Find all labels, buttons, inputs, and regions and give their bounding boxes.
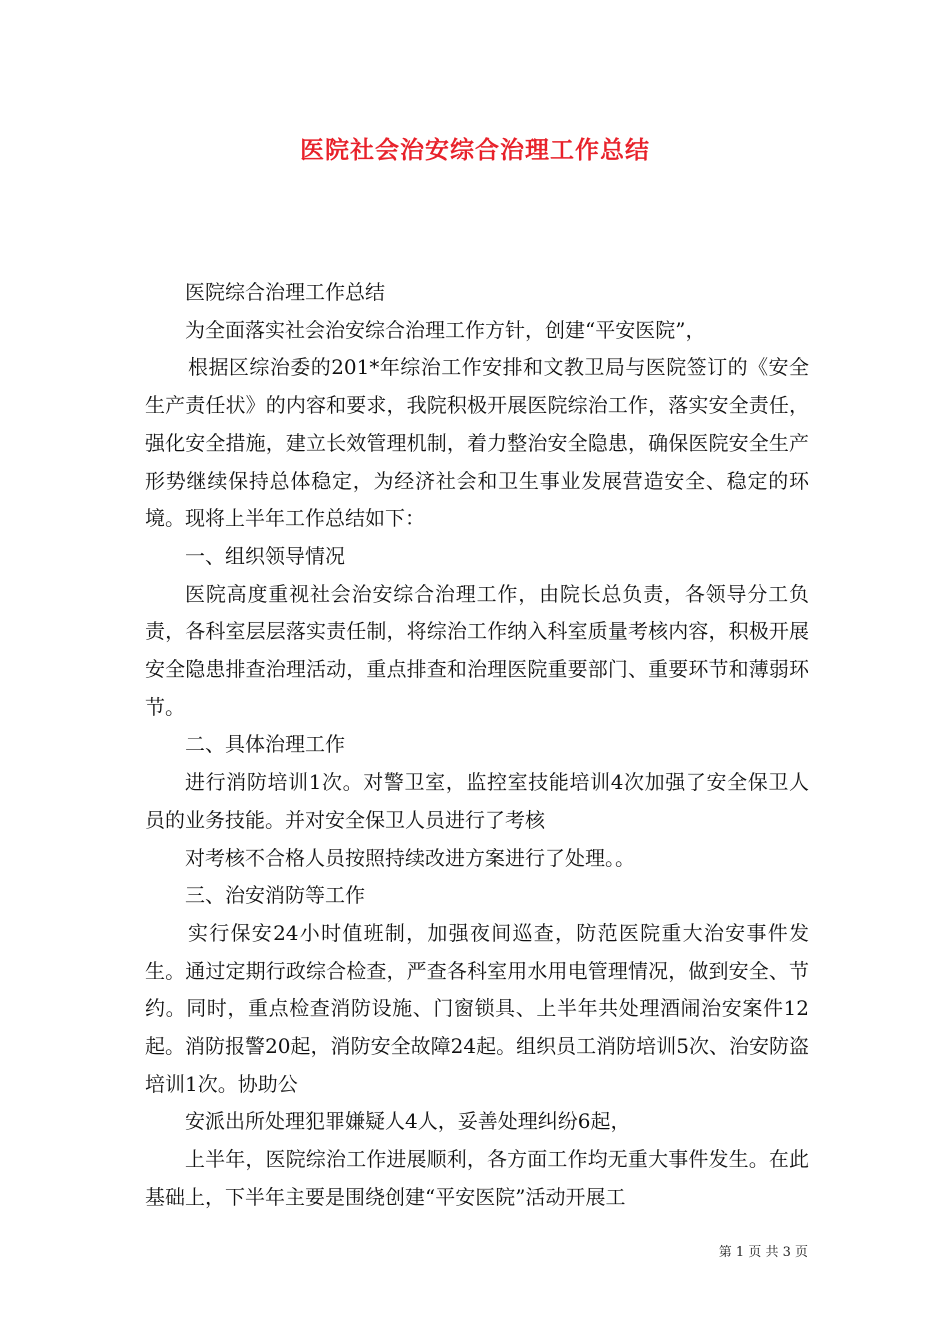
document-title: 医院社会治安综合治理工作总结 (300, 135, 650, 164)
document-body (145, 274, 809, 1217)
paragraph-intro: 为全面落实社会治安综合治理工作方针，创建“平安医院”， (185, 317, 706, 342)
paragraph-assessment: 对考核不合格人员按照持续改进方案进行了处理。。 (185, 845, 635, 870)
paragraph-training: 进行消防培训1次。对警卫室，监控室技能培训4次加强了安全保卫人员的业务技能。并对安全保卫人员进行了考核 (145, 770, 809, 832)
paragraph-security: 实行保安24小时值班制，加强夜间巡查，防范医院重大治安事件发生。通过定期行政综合检查，严查各科室用水用电管理情况，做到安全、节约。同时，重点检查消防设施、门窗锁具、上半年共处理酒闹治安案件12起。消防报警20起，消防安全故障24起。组织员工消防培训5次、治安防盗培训1次。协助公 (145, 920, 809, 1096)
paragraph-summary: 上半年，医院综治工作进展顺利，各方面工作均无重大事件发生。在此基础上，下半年主要是围绕创建“平安医院”活动开展工 (145, 1147, 809, 1209)
paragraph-heading: 医院综合治理工作总结 (185, 280, 385, 304)
paragraph-basis: 根据区综治委的201*年综治工作安排和文教卫局与医院签订的《安全生产责任状》的内容和要求，我院积极开展医院综治工作，落实安全责任，强化安全措施，建立长效管理机制，着力整治安全隐患，确保医院安全生产形势继续保持总体稳定，为经济社会和卫生事业发展营造安全、稳定的环境。现将上半年工作总结如下： (145, 355, 809, 531)
section-heading-organization: 一、组织领导情况 (185, 543, 345, 568)
paragraph-police: 安派出所处理犯罪嫌疑人4人，妥善处理纠纷6起， (185, 1109, 631, 1134)
page-number: 第 1 页 共 3 页 (718, 1245, 808, 1260)
section-heading-governance: 二、具体治理工作 (185, 732, 345, 757)
section-heading-security: 三、治安消防等工作 (185, 883, 365, 908)
paragraph-organization: 医院高度重视社会治安综合治理工作，由院长总负责，各领导分工负责，各科室层层落实责任制，将综治工作纳入科室质量考核内容，积极开展安全隐患排查治理活动，重点排查和治理医院重要部门、重要环节和薄弱环节。 (145, 581, 809, 719)
